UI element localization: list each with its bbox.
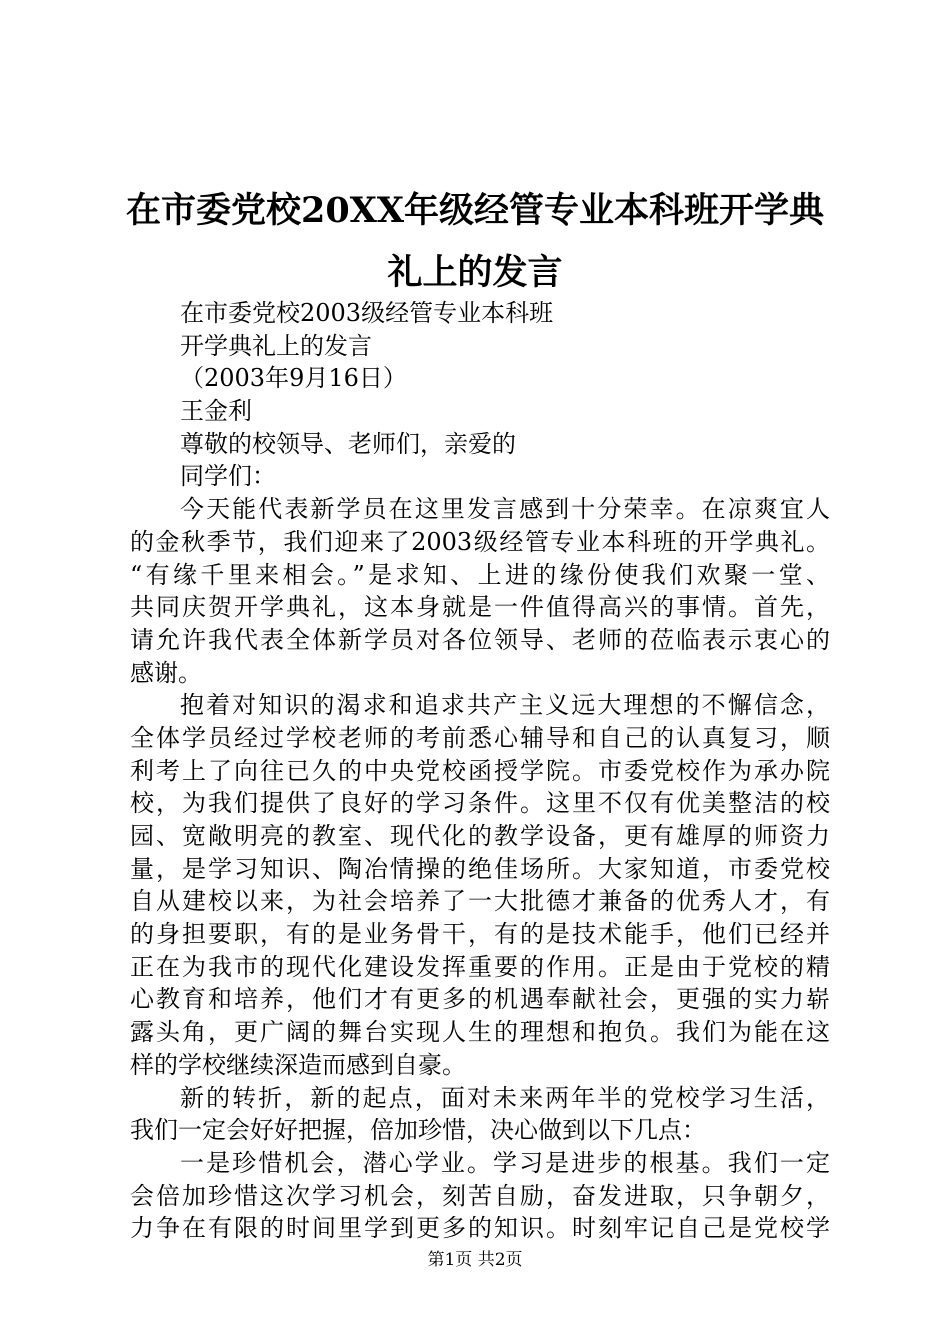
body-line: 共同庆贺开学典礼，这本身就是一件值得高兴的事情。首先， xyxy=(130,593,830,622)
body-line: 全体学员经过学校老师的考前悉心辅导和自己的认真复习，顺 xyxy=(130,723,830,752)
body-line: 校，为我们提供了良好的学习条件。这里不仅有优美整洁的校 xyxy=(130,789,830,818)
body-line: 会倍加珍惜这次学习机会，刻苦自励，奋发进取，只争朝夕， xyxy=(130,1181,830,1210)
body-line: “有缘千里来相会。”是求知、上进的缘份使我们欢聚一堂、 xyxy=(130,560,830,589)
body-line: 感谢。 xyxy=(130,658,202,687)
title-line-2: 礼上的发言 xyxy=(387,252,563,293)
page-footer: 第1页 共2页 xyxy=(427,1250,523,1270)
header-line: （2003年9月16日） xyxy=(180,364,407,393)
title-line-1: 在市委党校20XX年级经管专业本科班开学典 xyxy=(125,190,825,231)
body-line: 一是珍惜机会，潜心学业。学习是进步的根基。我们一定 xyxy=(180,1148,830,1177)
body-line: 今天能代表新学员在这里发言感到十分荣幸。在凉爽宜人 xyxy=(180,495,830,524)
body-line: 量，是学习知识、陶冶情操的绝佳场所。大家知道，市委党校 xyxy=(130,854,830,883)
document-title xyxy=(120,180,830,304)
document-body xyxy=(130,297,830,1245)
body-line: 请允许我代表全体新学员对各位领导、老师的莅临表示衷心的 xyxy=(130,625,830,654)
header-line: 在市委党校2003级经管专业本科班 xyxy=(180,299,554,327)
body-line: 的金秋季节，我们迎来了2003级经管专业本科班的开学典礼。 xyxy=(130,527,830,556)
body-paragraphs xyxy=(130,493,830,1245)
body-line: 抱着对知识的渴求和追求共产主义远大理想的不懈信念， xyxy=(180,691,830,720)
author-line: 王金利 xyxy=(180,397,252,426)
body-line: 正在为我市的现代化建设发挥重要的作用。正是由于党校的精 xyxy=(130,952,830,981)
body-line: 露头角，更广阔的舞台实现人生的理想和抱负。我们为能在这 xyxy=(130,1018,830,1047)
body-line: 新的转折，新的起点，面对未来两年半的党校学习生活， xyxy=(180,1083,830,1112)
salutation-line: 尊敬的校领导、老师们，亲爱的 xyxy=(180,429,516,458)
body-line: 的身担要职，有的是业务骨干，有的是技术能手，他们已经并 xyxy=(130,920,830,949)
body-line: 利考上了向往已久的中央党校函授学院。市委党校作为承办院 xyxy=(130,756,830,785)
body-line: 园、宽敞明亮的教室、现代化的教学设备，更有雄厚的师资力 xyxy=(130,822,830,850)
body-line: 我们一定会好好把握，倍加珍惜，决心做到以下几点： xyxy=(130,1116,706,1145)
body-line: 样的学校继续深造而感到自豪。 xyxy=(130,1050,466,1079)
body-line: 心教育和培养，他们才有更多的机遇奉献社会，更强的实力崭 xyxy=(130,985,830,1014)
header-line: 开学典礼上的发言 xyxy=(180,331,372,360)
body-line: 力争在有限的时间里学到更多的知识。时刻牢记自己是党校学 xyxy=(130,1214,830,1243)
salutation-line: 同学们： xyxy=(180,462,276,491)
body-line: 自从建校以来，为社会培养了一大批德才兼备的优秀人才，有 xyxy=(130,887,830,916)
